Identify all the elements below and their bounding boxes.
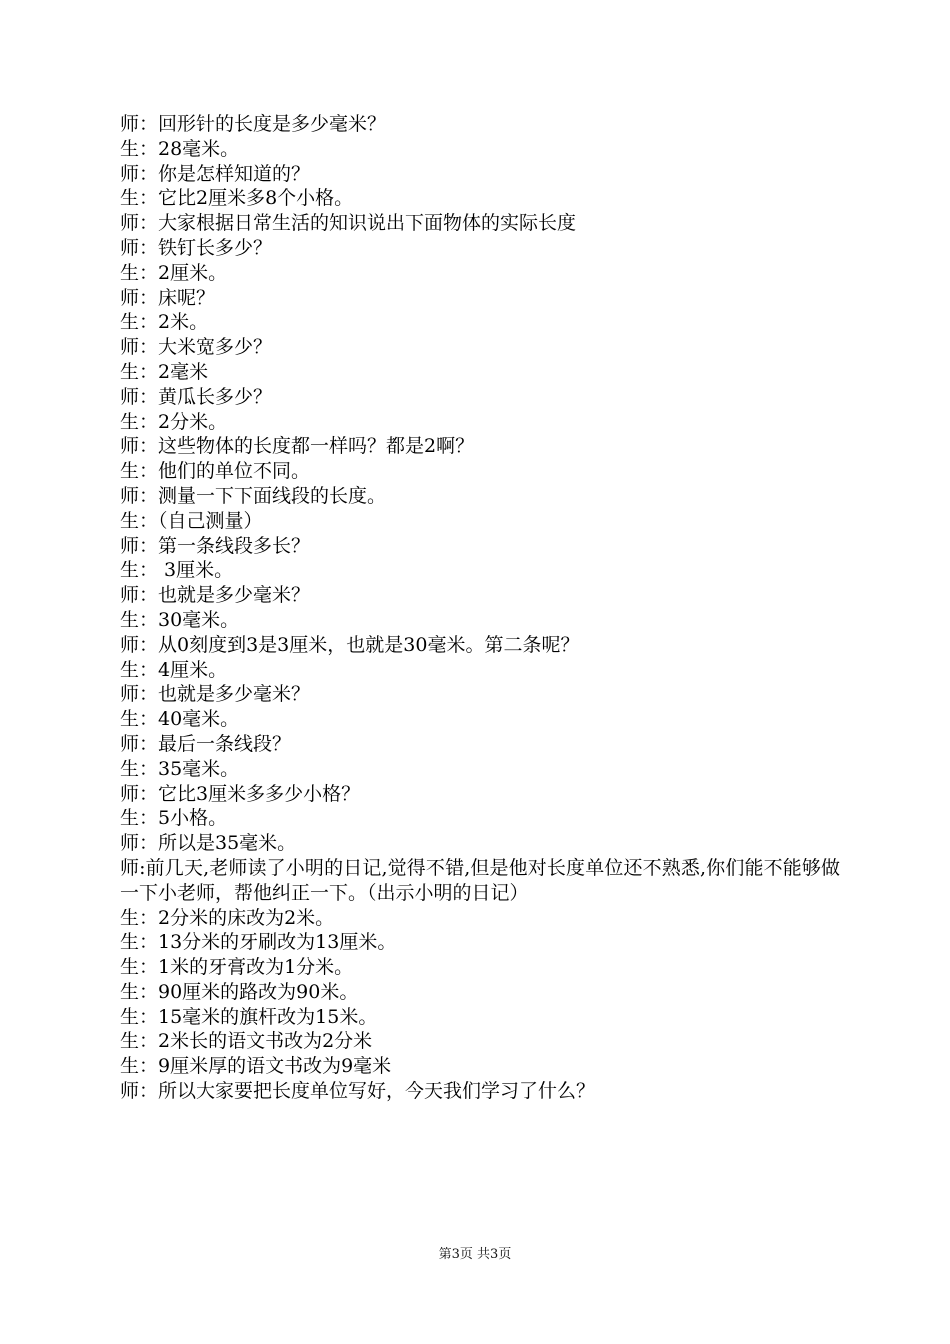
dialogue-line: 师：所以大家要把长度单位写好，今天我们学习了什么？ [120, 1080, 596, 1103]
dialogue-line: 师：回形针的长度是多少毫米？ [120, 113, 387, 135]
dialogue-line: 师：大家根据日常生活的知识说出下面物体的实际长度 [120, 212, 577, 235]
dialogue-line: 师：从0刻度到3是3厘米，也就是30毫米。第二条呢？ [120, 633, 580, 656]
dialogue-line: 生：它比2厘米多8个小格。 [120, 187, 354, 210]
dialogue-line: 生：2厘米。 [120, 261, 228, 284]
dialogue-line: 生：9厘米厚的语文书改为9毫米 [120, 1055, 392, 1078]
dialogue-line: 师：也就是多少毫米？ [120, 584, 311, 607]
dialogue-line: 师：也就是多少毫米？ [120, 683, 311, 706]
page-number-footer: 第3页 共3页 [438, 1247, 512, 1262]
dialogue-line: 生：30毫米。 [120, 608, 240, 631]
dialogue-line: 师：铁钉长多少？ [120, 236, 273, 259]
dialogue-line: 师：大米宽多少？ [120, 336, 273, 359]
dialogue-line: 师：所以是35毫米。 [120, 832, 297, 855]
dialogue-line: 生：2分米的床改为2米。 [120, 906, 335, 929]
dialogue-line: 师：测量一下下面线段的长度。 [120, 484, 387, 507]
dialogue-line: 生：40毫米。 [120, 708, 240, 731]
dialogue-line: 师：黄瓜长多少？ [120, 385, 273, 408]
dialogue-line: 生：2毫米 [120, 360, 209, 383]
dialogue-line: 生：35毫米。 [120, 757, 240, 780]
dialogue-line: 生：（自己测量） [120, 509, 263, 532]
dialogue-line: 生：15毫米的旗杆改为15米。 [120, 1005, 378, 1028]
dialogue-line: 生：5小格。 [120, 807, 228, 830]
dialogue-line: 生：2米。 [120, 311, 209, 334]
dialogue-line: 生：4厘米。 [120, 658, 228, 681]
dialogue-line: 师：它比3厘米多多少小格？ [120, 782, 361, 805]
dialogue-line: 生：28毫米。 [120, 137, 240, 160]
dialogue-line: 生：2分米。 [120, 410, 228, 433]
dialogue-line: 生： 3厘米。 [120, 559, 234, 582]
dialogue-line: 生：1米的牙膏改为1分米。 [120, 956, 354, 979]
dialogue-paragraph: 师:前几天,老师读了小明的日记,觉得不错,但是他对长度单位还不熟悉,你们能不能够做一下小老师，帮他纠正一下。（出示小明的日记） [120, 856, 840, 904]
dialogue-line: 师：这些物体的长度都一样吗？都是2啊？ [120, 435, 475, 458]
dialogue-line: 生：90厘米的路改为90米。 [120, 980, 359, 1003]
dialogue-line: 师：最后一条线段？ [120, 732, 292, 755]
dialogue-line: 师：你是怎样知道的？ [120, 162, 311, 185]
dialogue-body [120, 112, 840, 1104]
dialogue-line: 生：他们的单位不同。 [120, 460, 311, 483]
dialogue-line: 师：床呢？ [120, 286, 216, 309]
dialogue-line: 师：第一条线段多长？ [120, 534, 311, 557]
dialogue-line: 生：13分米的牙刷改为13厘米。 [120, 931, 397, 954]
dialogue-line: 生：2米长的语文书改为2分米 [120, 1030, 373, 1053]
